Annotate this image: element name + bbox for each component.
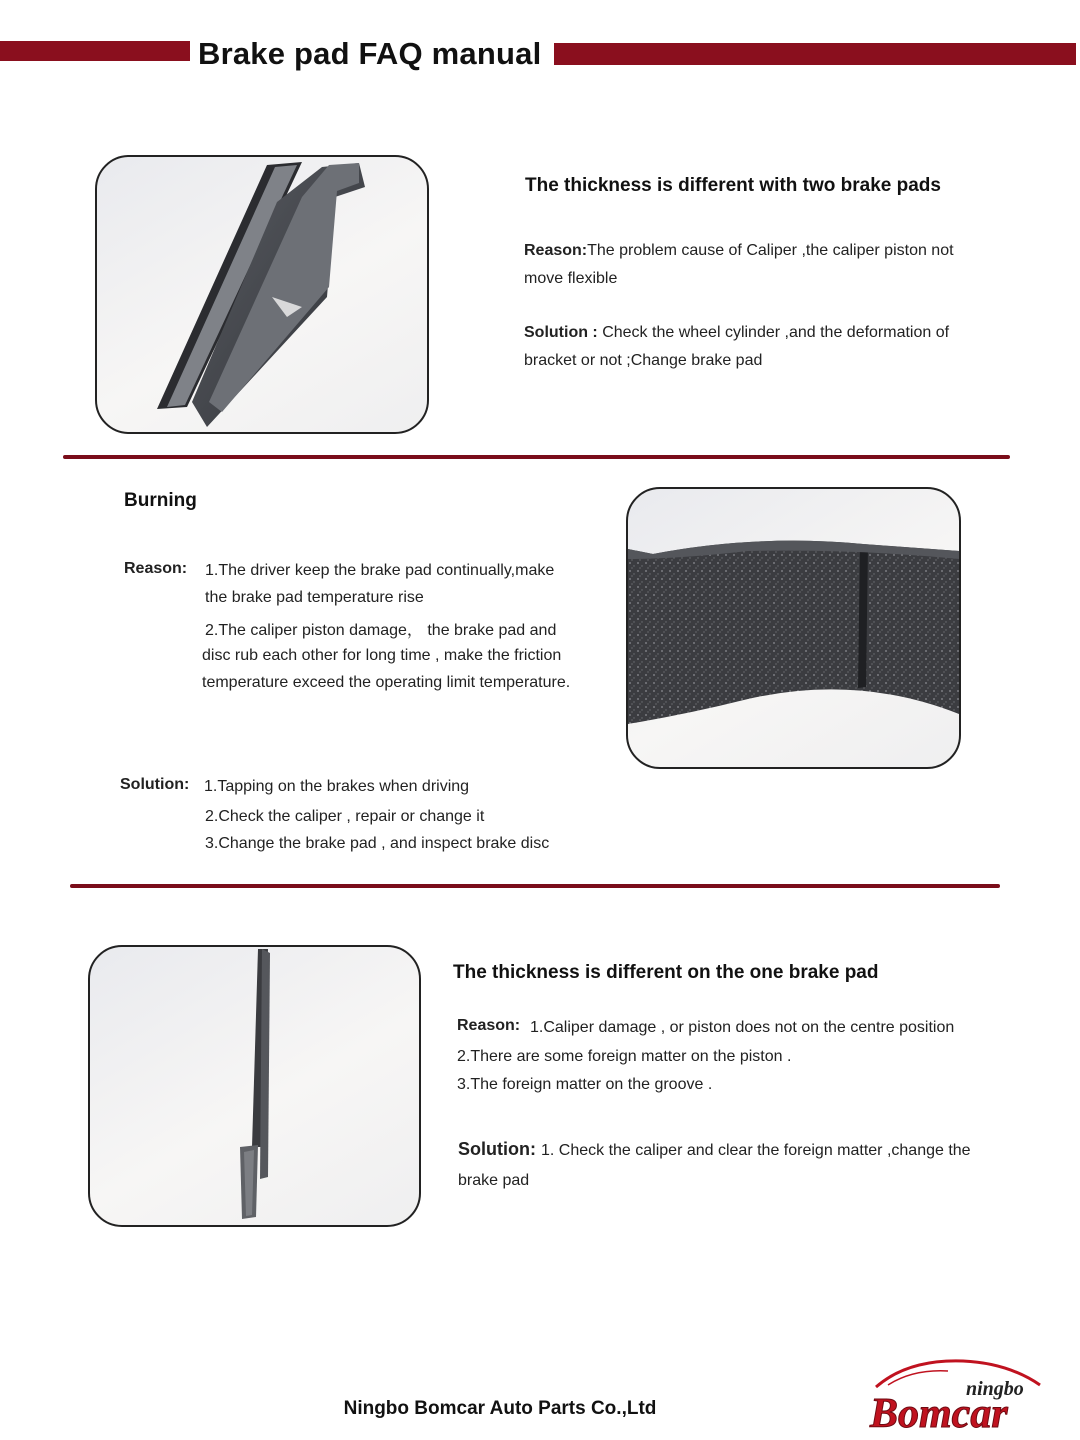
section1-solution (524, 319, 994, 375)
section1-solution-label: Solution : (524, 324, 603, 341)
divider-1 (63, 455, 1010, 459)
burnt-brake-pad-photo (626, 487, 961, 769)
header-bar-right (554, 43, 1076, 65)
section1-reason-text: The problem cause of Caliper ,the caliper piston not move flexible (524, 242, 954, 287)
svg-text:Bomcar: Bomcar (870, 1391, 1008, 1435)
section2-reason-line: 1.The driver keep the brake pad continually,make (205, 562, 555, 579)
divider-2 (70, 884, 1000, 888)
section3-reason-label: Reason: (457, 1017, 521, 1034)
section3-solution (458, 1134, 998, 1196)
section2-solution-line: 1.Tapping on the brakes when driving (204, 778, 470, 795)
section2-reason-line: the brake pad temperature rise (205, 589, 424, 606)
section2-reason-line: 2.The caliper piston damage， the brake pad and (205, 622, 557, 639)
svg-text:ningbo: ningbo (966, 1378, 1024, 1400)
bomcar-logo (868, 1355, 1073, 1435)
section2-solution-line: 2.Check the caliper , repair or change it (205, 808, 485, 825)
section2-reason-line: temperature exceed the operating limit temperature. (202, 674, 571, 691)
section2-heading: Burning (124, 490, 197, 511)
burnt-pad-surface-image (628, 489, 959, 767)
section2-reason-label: Reason: (124, 560, 188, 577)
brake-pad-side-photo (95, 155, 429, 434)
section3-solution-text: 1. Check the caliper and clear the foreign matter ,change the brake pad (458, 1142, 971, 1189)
header-bar-left (0, 41, 190, 61)
section3-reason-line: 1.Caliper damage , or piston does not on the centre position (530, 1019, 955, 1036)
brake-pad-angled-image (97, 157, 427, 432)
section2-solution-line: 3.Change the brake pad , and inspect brake disc (205, 835, 550, 852)
section3-heading: The thickness is different on the one brake pad (453, 962, 879, 983)
company-name: Ningbo Bomcar Auto Parts Co.,Ltd (343, 1398, 657, 1419)
section1-reason-label: Reason: (524, 242, 588, 259)
section1-heading: The thickness is different with two brake pads (525, 175, 941, 196)
section1-solution-text: Check the wheel cylinder ,and the deformation of bracket or not ;Change brake pad (524, 324, 950, 369)
section2-reason-line: disc rub each other for long time , make the friction (202, 647, 562, 664)
section1-reason (524, 237, 994, 293)
brake-pad-edge-image (90, 947, 419, 1225)
section3-reason-line: 2.There are some foreign matter on the piston . (457, 1048, 792, 1065)
section3-reason-line: 3.The foreign matter on the groove . (457, 1076, 713, 1093)
brake-pad-edge-photo (88, 945, 421, 1227)
section3-solution-label: Solution: (458, 1139, 541, 1159)
section2-solution-label: Solution: (120, 776, 190, 793)
page-title: Brake pad FAQ manual (198, 36, 542, 71)
